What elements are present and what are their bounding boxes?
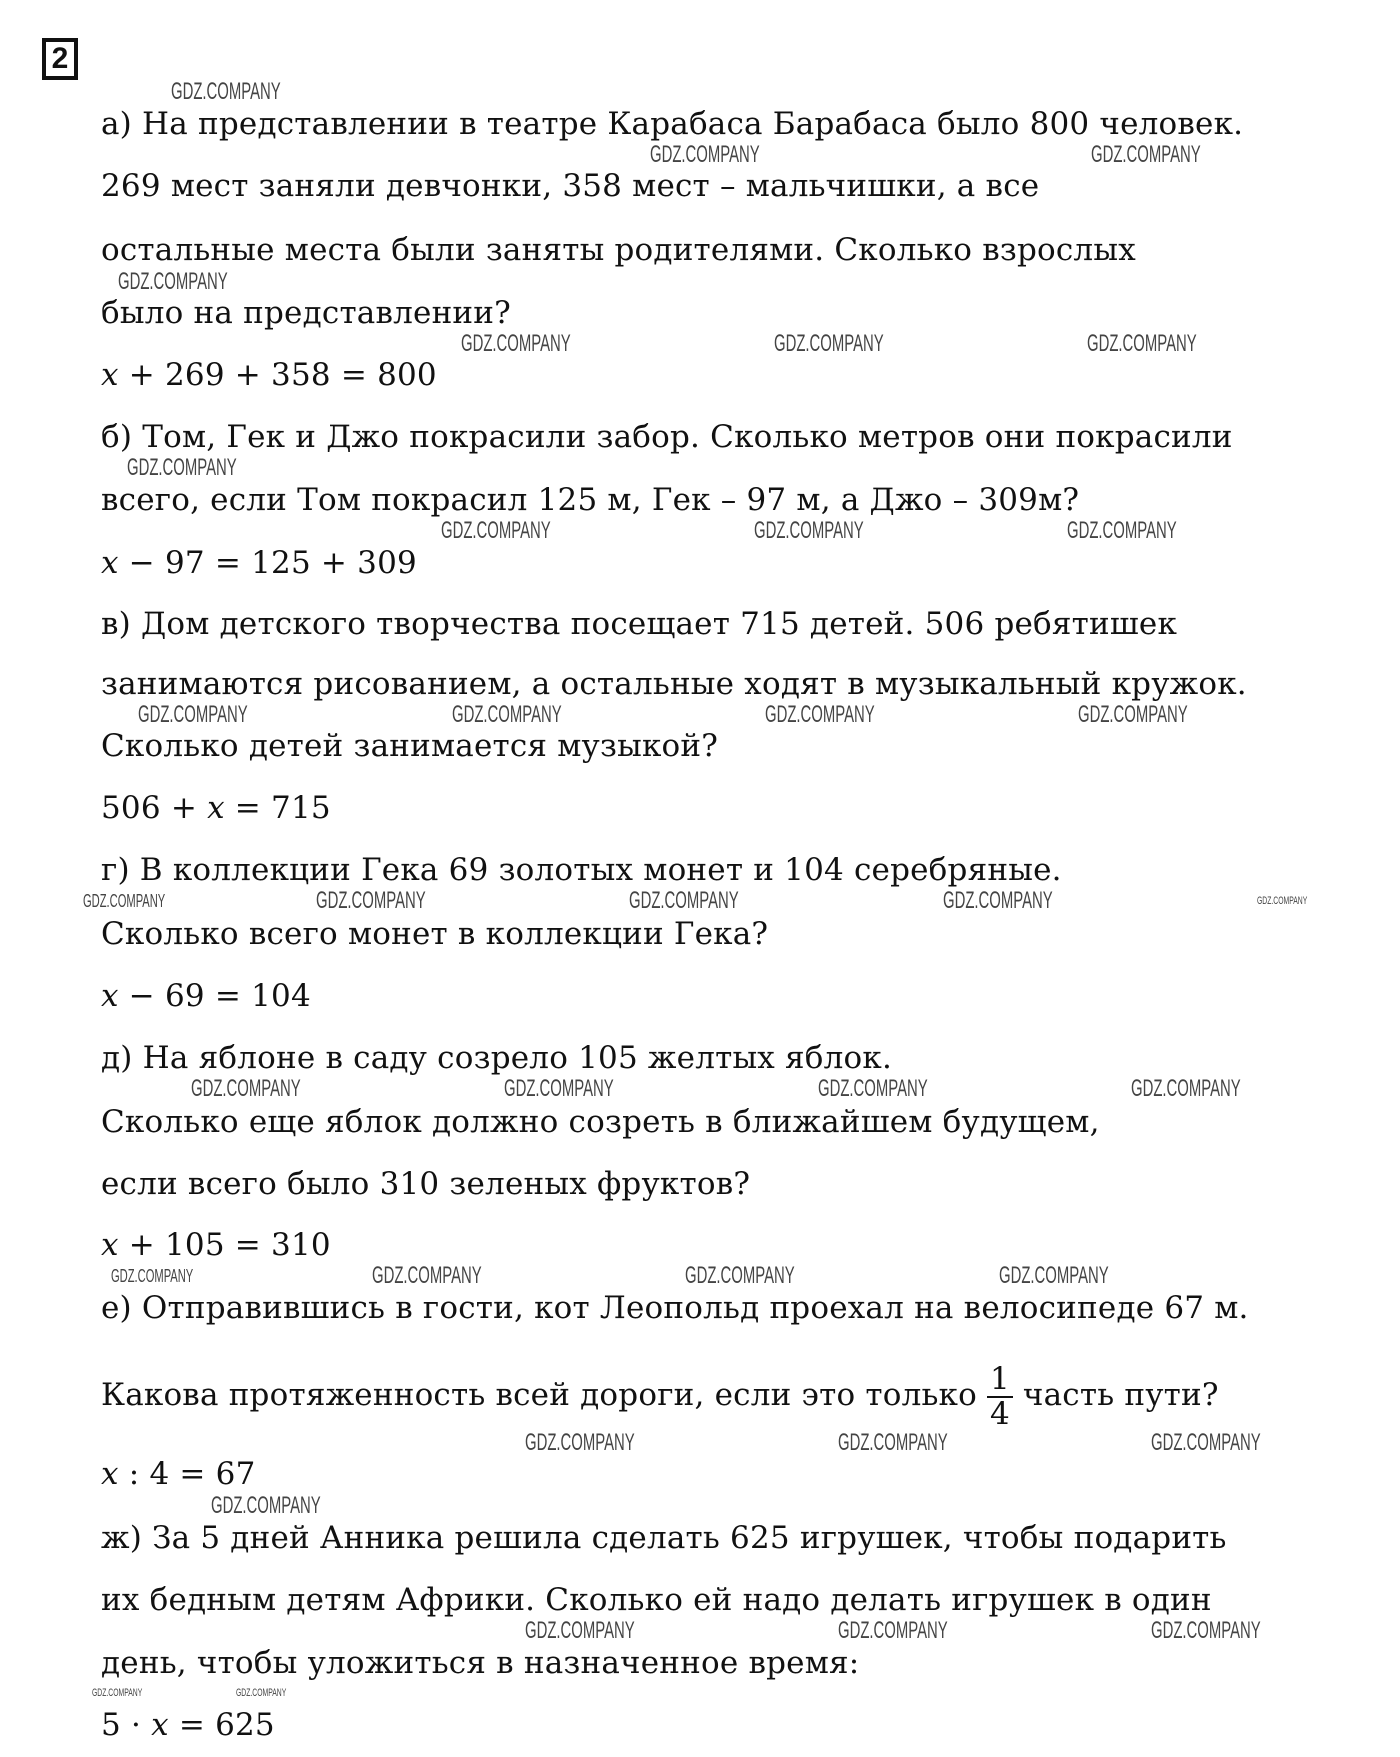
eq-var: x — [207, 790, 225, 826]
text-line: Сколько еще яблок должно созреть в ближайшем будущем, — [101, 1104, 1100, 1140]
watermark: GDZ.COMPANY — [452, 701, 562, 728]
text-line: если всего было 310 зеленых фруктов? — [101, 1166, 751, 1202]
watermark: GDZ.COMPANY — [118, 268, 228, 295]
eq-post: = 715 — [224, 790, 331, 826]
watermark: GDZ.COMPANY — [838, 1617, 948, 1644]
watermark: GDZ.COMPANY — [1091, 141, 1201, 168]
watermark: GDZ.COMPANY — [650, 141, 760, 168]
watermark: GDZ.COMPANY — [92, 1687, 143, 1699]
fraction-numerator: 1 — [987, 1363, 1013, 1398]
watermark: GDZ.COMPANY — [211, 1492, 321, 1519]
text-line: Сколько детей занимается музыкой? — [101, 728, 719, 764]
watermark: GDZ.COMPANY — [754, 517, 864, 544]
task-number-box: 2 — [42, 38, 78, 80]
watermark: GDZ.COMPANY — [504, 1075, 614, 1102]
text: Какова протяженность всей дороги, если это только — [101, 1377, 977, 1413]
equation — [101, 357, 437, 393]
watermark: GDZ.COMPANY — [1087, 330, 1197, 357]
eq-post: + 269 + 358 = 800 — [118, 357, 437, 393]
equation — [101, 1227, 331, 1263]
text-line: е) Отправившись в гости, кот Леопольд проехал на велосипеде 67 м. — [101, 1290, 1249, 1326]
text-line: д) На яблоне в саду созрело 105 желтых яблок. — [101, 1040, 893, 1076]
watermark: GDZ.COMPANY — [999, 1262, 1109, 1289]
text-line: было на представлении? — [101, 295, 511, 331]
watermark: GDZ.COMPANY — [83, 891, 166, 911]
text-line: день, чтобы уложиться в назначенное время: — [101, 1645, 860, 1681]
eq-var: x — [101, 1456, 119, 1492]
eq-post: + 105 = 310 — [118, 1227, 331, 1263]
watermark: GDZ.COMPANY — [629, 887, 739, 914]
eq-post: = 625 — [168, 1707, 275, 1743]
watermark: GDZ.COMPANY — [765, 701, 875, 728]
text-line: а) На представлении в театре Карабаса Барабаса было 800 человек. — [101, 106, 1244, 142]
equation — [101, 545, 417, 581]
fraction — [987, 1360, 1013, 1432]
text-line: 269 мест заняли девчонки, 358 мест – мальчишки, а все — [101, 168, 1040, 204]
text-line: Сколько всего монет в коллекции Гека? — [101, 916, 769, 952]
watermark: GDZ.COMPANY — [372, 1262, 482, 1289]
eq-post: : 4 = 67 — [118, 1456, 256, 1492]
watermark: GDZ.COMPANY — [1067, 517, 1177, 544]
watermark: GDZ.COMPANY — [441, 517, 551, 544]
watermark: GDZ.COMPANY — [461, 330, 571, 357]
text: часть пути? — [1022, 1377, 1219, 1413]
equation — [101, 978, 311, 1014]
watermark: GDZ.COMPANY — [111, 1266, 194, 1286]
watermark: GDZ.COMPANY — [774, 330, 884, 357]
eq-pre: 506 + — [101, 790, 208, 826]
text-line: их бедным детям Африки. Сколько ей надо делать игрушек в один — [101, 1582, 1212, 1618]
watermark: GDZ.COMPANY — [1257, 895, 1308, 907]
watermark: GDZ.COMPANY — [1078, 701, 1188, 728]
eq-var: x — [101, 1227, 119, 1263]
watermark: GDZ.COMPANY — [525, 1617, 635, 1644]
watermark: GDZ.COMPANY — [943, 887, 1053, 914]
text-line: занимаются рисованием, а остальные ходят в музыкальный кружок. — [101, 666, 1247, 702]
watermark: GDZ.COMPANY — [1131, 1075, 1241, 1102]
watermark: GDZ.COMPANY — [171, 78, 281, 105]
watermark: GDZ.COMPANY — [236, 1687, 287, 1699]
watermark: GDZ.COMPANY — [127, 454, 237, 481]
eq-var: x — [151, 1707, 169, 1743]
text-line: всего, если Том покрасил 125 м, Гек – 97 м, а Джо – 309м? — [101, 482, 1080, 518]
eq-post: − 69 = 104 — [118, 978, 311, 1014]
text-line: ж) За 5 дней Анника решила сделать 625 игрушек, чтобы подарить — [101, 1520, 1227, 1556]
fraction-denominator: 4 — [989, 1395, 1010, 1432]
equation — [101, 790, 331, 826]
watermark: GDZ.COMPANY — [685, 1262, 795, 1289]
equation — [101, 1456, 256, 1492]
eq-post: − 97 = 125 + 309 — [118, 545, 417, 581]
text-line-with-fraction — [101, 1360, 1219, 1430]
watermark: GDZ.COMPANY — [525, 1429, 635, 1456]
equation — [101, 1707, 275, 1743]
text-line: б) Том, Гек и Джо покрасили забор. Сколько метров они покрасили — [101, 419, 1233, 455]
watermark: GDZ.COMPANY — [316, 887, 426, 914]
text-line: остальные места были заняты родителями. Сколько взрослых — [101, 232, 1136, 268]
watermark: GDZ.COMPANY — [191, 1075, 301, 1102]
text-line: в) Дом детского творчества посещает 715 детей. 506 ребятишек — [101, 606, 1178, 642]
text-line: г) В коллекции Гека 69 золотых монет и 104 серебряные. — [101, 852, 1062, 888]
eq-var: x — [101, 978, 119, 1014]
watermark: GDZ.COMPANY — [138, 701, 248, 728]
eq-var: x — [101, 357, 119, 393]
eq-pre: 5 · — [101, 1707, 152, 1743]
watermark: GDZ.COMPANY — [1151, 1617, 1261, 1644]
watermark: GDZ.COMPANY — [838, 1429, 948, 1456]
watermark: GDZ.COMPANY — [1151, 1429, 1261, 1456]
watermark: GDZ.COMPANY — [818, 1075, 928, 1102]
eq-var: x — [101, 545, 119, 581]
